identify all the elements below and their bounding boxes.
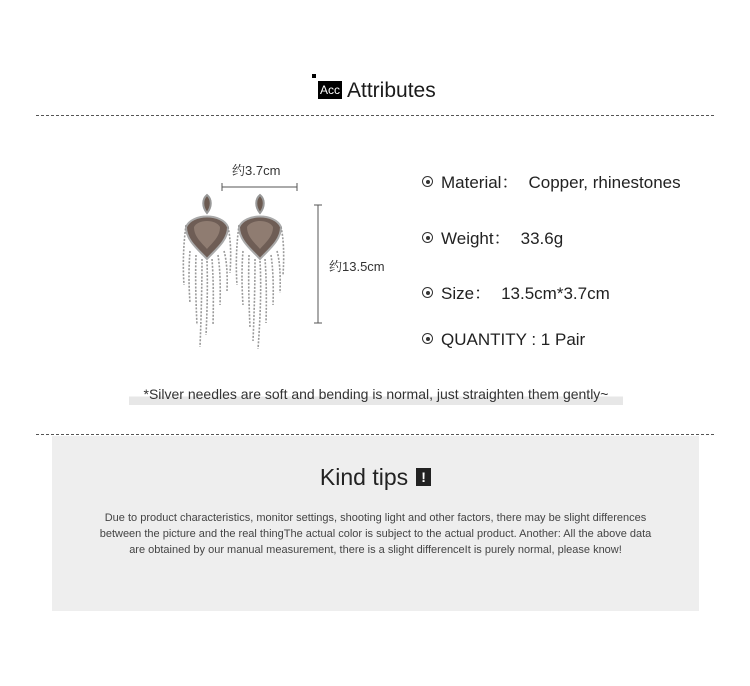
exclamation-icon: !: [416, 468, 431, 486]
right-earring: [236, 195, 283, 349]
acc-badge: Acc: [320, 83, 341, 97]
spec-value: 13.5cm*3.7cm: [501, 284, 610, 303]
spec-size: [422, 279, 610, 304]
header-dot: [312, 74, 316, 78]
spec-label: QUANTITY : 1 Pair: [441, 330, 586, 349]
height-dimension-label: 约13.5cm: [329, 259, 385, 274]
bullet-icon: [422, 287, 433, 298]
care-note: *Silver needles are soft and bending is normal, just straighten them gently~: [129, 384, 623, 405]
left-earring: [183, 195, 230, 347]
attributes-title: Attributes: [347, 79, 436, 102]
width-dimension-label: 约3.7cm: [232, 163, 281, 178]
spec-quantity: [422, 330, 585, 350]
bullet-icon: [422, 176, 433, 187]
spec-material: [422, 168, 681, 193]
bullet-icon: [422, 232, 433, 243]
spec-label: Weight：: [441, 229, 511, 248]
spec-weight: [422, 224, 563, 249]
divider-top: [36, 115, 714, 116]
spec-label: Material：: [441, 173, 519, 192]
bullet-icon: [422, 333, 433, 344]
kind-tips-panel: [52, 436, 699, 611]
kind-tips-heading: [52, 464, 699, 491]
spec-value: Copper, rhinestones: [528, 173, 681, 192]
kind-tips-title: Kind tips: [319, 464, 409, 490]
spec-label: Size：: [441, 284, 492, 303]
spec-value: 33.6g: [520, 229, 564, 248]
divider-middle: [36, 434, 714, 435]
kind-tips-body: Due to product characteristics, monitor settings, shooting light and other factors, there may be slight differences between the picture and the real thingThe actual color is subject to the actual product. Another: All the above data are obtained by our manual measurement, there is a slight differenceIt is purely normal, please know!: [99, 512, 652, 556]
